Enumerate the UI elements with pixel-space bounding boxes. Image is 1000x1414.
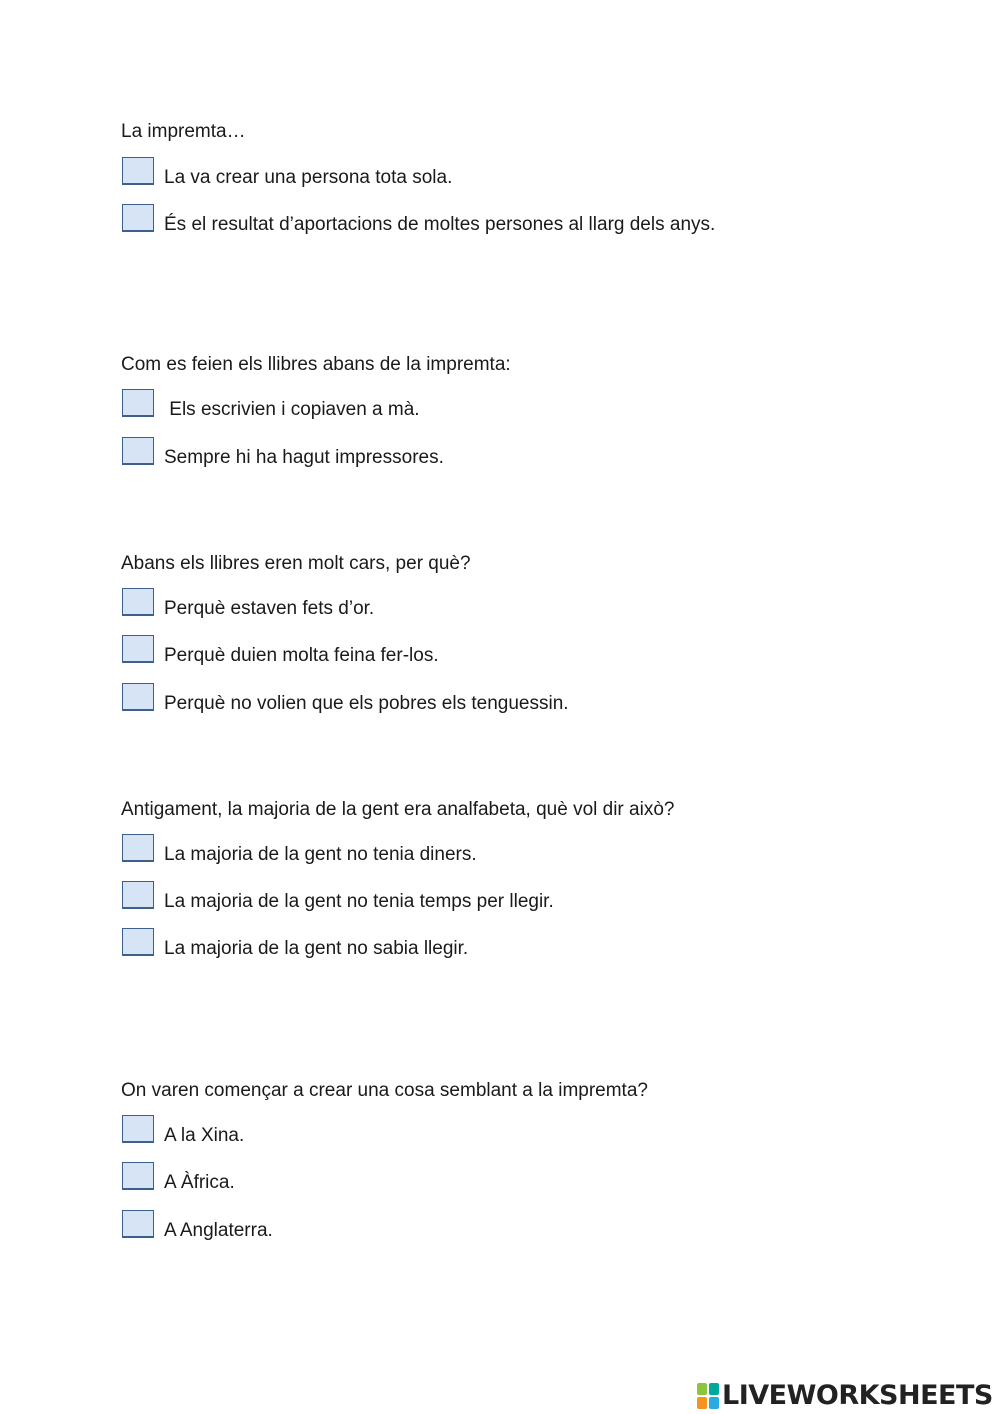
brand-name: LIVEWORKSHEETS bbox=[722, 1380, 993, 1411]
option-label: Perquè no volien que els pobres els tenguessin. bbox=[164, 693, 569, 714]
option-label: La majoria de la gent no tenia diners. bbox=[164, 844, 477, 865]
logo-tile bbox=[709, 1383, 719, 1395]
option-label: A Anglaterra. bbox=[164, 1220, 273, 1241]
logo-tile bbox=[709, 1397, 719, 1409]
checkbox[interactable] bbox=[122, 928, 154, 956]
option-label: Perquè duien molta feina fer-los. bbox=[164, 645, 439, 666]
option-label: Perquè estaven fets d’or. bbox=[164, 598, 375, 619]
liveworksheets-logo-icon bbox=[697, 1383, 719, 1409]
checkbox[interactable] bbox=[122, 157, 154, 185]
checkbox[interactable] bbox=[122, 1162, 154, 1190]
logo-tile bbox=[697, 1397, 707, 1409]
checkbox[interactable] bbox=[122, 834, 154, 862]
option-label: A la Xina. bbox=[164, 1125, 245, 1146]
option-label: Els escrivien i copiaven a mà. bbox=[164, 399, 420, 420]
checkbox[interactable] bbox=[122, 204, 154, 232]
question-4-prompt: Antigament, la majoria de la gent era analfabeta, què vol dir això? bbox=[121, 799, 675, 820]
option-label: La majoria de la gent no tenia temps per llegir. bbox=[164, 891, 554, 912]
checkbox[interactable] bbox=[122, 588, 154, 616]
checkbox[interactable] bbox=[122, 881, 154, 909]
option-label: És el resultat d’aportacions de moltes persones al llarg dels anys. bbox=[164, 214, 716, 235]
option-label: Sempre hi ha hagut impressores. bbox=[164, 447, 444, 468]
checkbox[interactable] bbox=[122, 1210, 154, 1238]
option-label: A Àfrica. bbox=[164, 1172, 235, 1193]
question-2-prompt: Com es feien els llibres abans de la impremta: bbox=[121, 354, 511, 375]
question-1-prompt: La impremta… bbox=[121, 121, 246, 142]
option-label: La va crear una persona tota sola. bbox=[164, 167, 453, 188]
checkbox[interactable] bbox=[122, 635, 154, 663]
question-3-prompt: Abans els llibres eren molt cars, per què? bbox=[121, 553, 471, 574]
logo-tile bbox=[697, 1383, 707, 1395]
checkbox[interactable] bbox=[122, 437, 154, 465]
option-label: La majoria de la gent no sabia llegir. bbox=[164, 938, 469, 959]
liveworksheets-branding bbox=[697, 1380, 993, 1411]
checkbox[interactable] bbox=[122, 389, 154, 417]
question-5-prompt: On varen començar a crear una cosa semblant a la impremta? bbox=[121, 1080, 648, 1101]
checkbox[interactable] bbox=[122, 1115, 154, 1143]
checkbox[interactable] bbox=[122, 683, 154, 711]
